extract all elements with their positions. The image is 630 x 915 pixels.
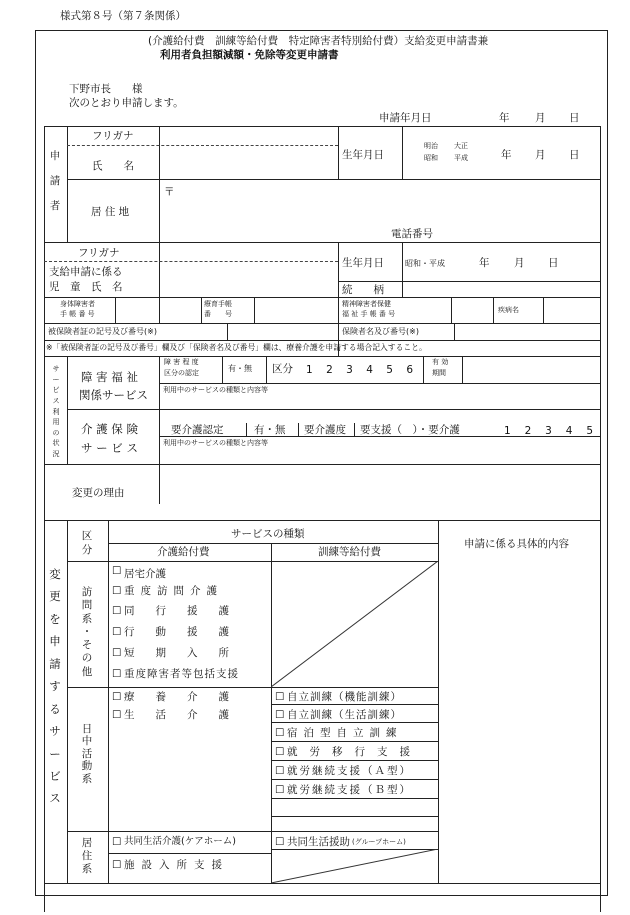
disability-handbook-line2: 手 帳 番 号	[60, 310, 95, 318]
intro-text: 次のとおり申請します。	[69, 97, 184, 109]
training-benefits-header: 訓練等給付費	[318, 546, 381, 558]
visit-category-label: 訪 問 系 ・ そ の 他	[81, 586, 93, 678]
day-activity-label: 日 中 活 動 系	[81, 723, 93, 785]
welfare-in-use-label: 利用中のサービスの種類と内容等	[163, 386, 268, 394]
postal-mark: 〒	[164, 186, 175, 198]
child-birth-day: 日	[548, 257, 559, 269]
child-birth-month: 月	[514, 257, 525, 269]
rehab-handbook-line1: 療育手帳	[204, 300, 232, 308]
application-form	[35, 30, 608, 896]
form-title-line2: 利用者負担額減額・免除等変更申請書	[160, 49, 339, 61]
insurance-note: ※「被保険者証の記号及び番号」欄及び「保険者名及び番号」欄は、療養介護を申請する場合記入すること。	[46, 343, 427, 352]
class-header: 区 分	[81, 530, 93, 556]
class-label: 区分	[272, 363, 293, 375]
era-showa: 昭和	[424, 154, 438, 162]
applicant-furigana-label: フリガナ	[92, 130, 134, 142]
visit-item-4: 短期入所	[124, 647, 250, 659]
child-relation-label: 続 柄	[342, 284, 384, 296]
phone-label: 電話番号	[391, 228, 433, 240]
visit-item-3: 行動援護	[124, 626, 250, 638]
day-care-checkbox-1[interactable]: ☐	[112, 709, 122, 721]
insurer-label: 保険者名及び番号(※)	[342, 327, 419, 336]
application-date-day: 日	[569, 112, 580, 124]
visit-checkbox-3[interactable]: ☐	[112, 626, 122, 638]
service-types-header: サービスの種類	[231, 528, 305, 540]
child-birthdate-label: 生年月日	[342, 257, 384, 269]
res-care-item-1: 施設入所支援	[124, 859, 229, 871]
visit-checkbox-0[interactable]: ☐	[112, 565, 122, 577]
era-heisei: 平成	[454, 154, 468, 162]
day-care-item-0: 療養介護	[124, 691, 250, 703]
care-certification-label: 要介護認定	[171, 424, 224, 436]
day-care-checkbox-0[interactable]: ☐	[112, 691, 122, 703]
res-care-checkbox-0[interactable]: ☐	[112, 836, 122, 848]
visit-checkbox-2[interactable]: ☐	[112, 605, 122, 617]
day-training-checkbox-3[interactable]: ☐	[275, 746, 285, 758]
applicant-birth-month: 月	[535, 149, 546, 161]
mental-handbook-line2: 福 祉 手 帳 番 号	[342, 310, 396, 318]
valid-period-line2: 期間	[432, 369, 446, 377]
mental-handbook-line1: 精神障害者保健	[342, 300, 391, 308]
visit-checkbox-4[interactable]: ☐	[112, 647, 122, 659]
valid-period-line1: 有 効	[432, 358, 449, 366]
day-training-checkbox-0[interactable]: ☐	[275, 691, 285, 703]
applicant-section-label: 申 請 者	[49, 150, 61, 212]
empty-training-residence-diagonal	[271, 849, 438, 883]
service-status-side-label: サ ー ビ ス 利 用 の 状 況	[52, 365, 60, 458]
child-era: 昭和・平成	[405, 259, 445, 268]
child-furigana-label: フリガナ	[78, 247, 120, 259]
application-date-month: 月	[535, 112, 546, 124]
application-date-year: 年	[499, 112, 510, 124]
rehab-handbook-line2: 番 号	[204, 310, 232, 318]
residence-label: 居 住 系	[81, 837, 93, 875]
detail-header: 申請に係る具体的内容	[464, 538, 569, 550]
welfare-service-line1: 障 害 福 祉	[81, 370, 138, 384]
day-training-item-0: 自立訓練（機能訓練）	[287, 691, 402, 703]
visit-item-5: 重度障害者等包括支援	[124, 668, 239, 680]
child-birth-year: 年	[479, 257, 490, 269]
care-insurance-line2: サ ー ビ ス	[81, 441, 138, 455]
child-label-line2: 児 童 氏 名	[49, 281, 123, 293]
visit-checkbox-1[interactable]: ☐	[112, 585, 122, 597]
disability-handbook-line1: 身体障害者	[60, 300, 95, 308]
care-benefits-header: 介護給付費	[157, 546, 210, 558]
care-degree-label: 要介護度	[304, 424, 346, 436]
form-title-line1: (介護給付費 訓練等給付費 特定障害者特別給付費）支給変更申請書兼	[148, 35, 489, 47]
day-training-item-2: 宿泊型自立訓練	[287, 727, 403, 739]
applicant-address-label: 居 住 地	[91, 206, 130, 218]
applicant-birthdate-label: 生年月日	[342, 149, 384, 161]
res-care-checkbox-1[interactable]: ☐	[112, 859, 122, 871]
day-training-checkbox-5[interactable]: ☐	[275, 784, 285, 796]
day-training-item-3: 就労移行支援	[287, 746, 422, 758]
care-yes-no: 有・無	[254, 424, 286, 436]
change-reason-label: 変更の理由	[72, 487, 125, 499]
applicant-name-label: 氏 名	[92, 160, 134, 172]
day-training-checkbox-2[interactable]: ☐	[275, 727, 285, 739]
care-support-text: 要支援（ ）・要介護	[360, 424, 460, 436]
res-care-item-0: 共同生活介護(ケアホーム)	[124, 836, 236, 847]
visit-item-0: 居宅介護	[124, 568, 166, 580]
res-training-checkbox-0[interactable]: ☐	[275, 836, 285, 848]
visit-item-1: 重度訪問介護	[124, 585, 223, 597]
child-label-line1: 支給申請に係る	[49, 266, 123, 278]
day-training-item-1: 自立訓練（生活訓練）	[287, 709, 402, 721]
day-training-item-5: 就労継続支援（Ｂ型）	[287, 784, 412, 796]
degree-certification-line2: 区分の認定	[164, 369, 199, 377]
care-insurance-line1: 介 護 保 険	[81, 422, 138, 436]
visit-item-2: 同行援護	[124, 605, 250, 617]
insured-number-label: 被保険者証の記号及び番号(※)	[48, 327, 157, 336]
day-training-item-4: 就労継続支援（Ａ型）	[287, 765, 412, 777]
empty-training-visit-diagonal	[271, 561, 438, 687]
application-date-label: 申請年月日	[379, 112, 432, 124]
degree-yes-no: 有・無	[228, 364, 252, 373]
class-values: 1 2 3 4 5 6	[306, 364, 413, 376]
addressee: 下野市長 様	[69, 83, 143, 95]
day-training-checkbox-1[interactable]: ☐	[275, 709, 285, 721]
applicant-birth-day: 日	[569, 149, 580, 161]
era-taisho: 大正	[454, 142, 468, 150]
day-training-checkbox-4[interactable]: ☐	[275, 765, 285, 777]
care-in-use-label: 利用中のサービスの種類と内容等	[163, 439, 268, 447]
era-meiji: 明治	[424, 142, 438, 150]
degree-certification-line1: 障 害 程 度	[164, 358, 199, 366]
applicant-birth-year: 年	[501, 149, 512, 161]
res-training-item-note: (グループホーム)	[352, 838, 406, 846]
change-services-side-label: 変 更 を 申 請 す る サ ー ビ ス	[49, 567, 61, 806]
res-training-item: 共同生活援助	[287, 836, 350, 848]
care-level-values: 1 2 3 4 5	[504, 425, 593, 437]
form-number: 様式第８号（第７条関係）	[60, 10, 186, 22]
day-care-item-1: 生活介護	[124, 709, 250, 721]
welfare-service-line2: 関係サービス	[79, 388, 148, 402]
disease-name-label: 疾病名	[498, 306, 519, 314]
visit-checkbox-5[interactable]: ☐	[112, 668, 122, 680]
